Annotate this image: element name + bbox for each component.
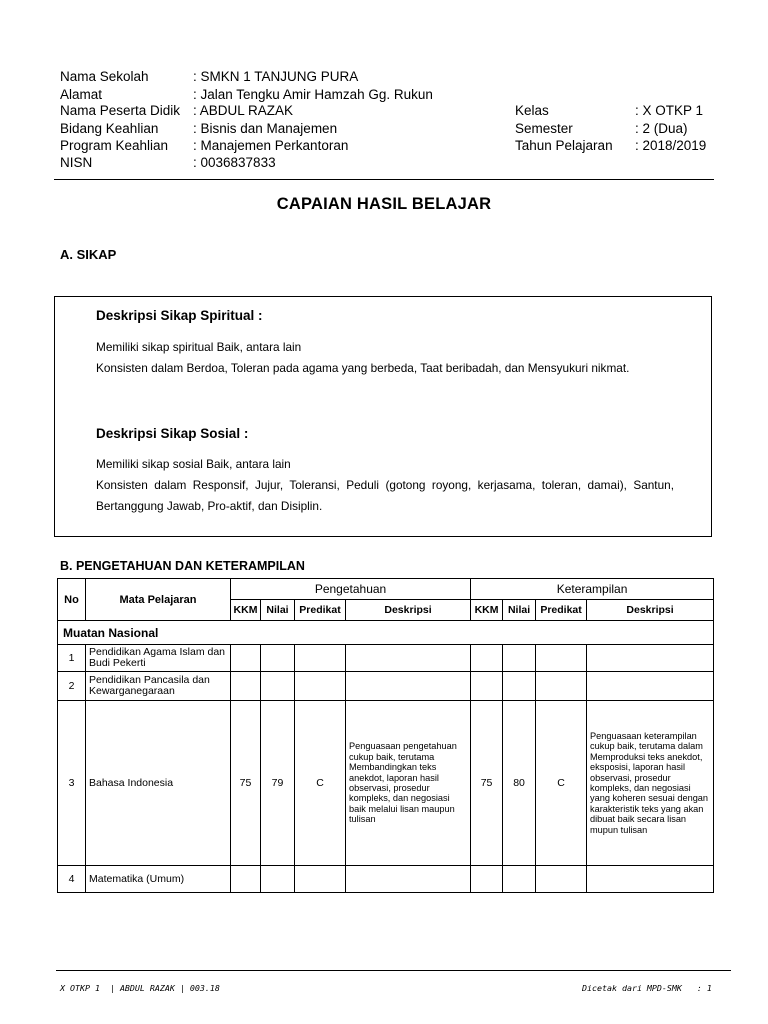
label-kelas: Kelas (515, 103, 549, 118)
section-a-heading: A. SIKAP (60, 247, 117, 262)
spiritual-line1: Memiliki sikap spiritual Baik, antara lain (96, 340, 302, 354)
grades-table (57, 578, 714, 893)
sosial-title: Deskripsi Sikap Sosial : (96, 426, 249, 441)
value-semester: : 2 (Dua) (635, 121, 688, 136)
row-p-deskripsi (346, 866, 471, 893)
value-kelas: : X OTKP 1 (635, 103, 704, 118)
value-program-keahlian: : Manajemen Perkantoran (193, 138, 349, 153)
row-k-nilai (503, 866, 536, 893)
row-p-kkm: 75 (231, 701, 261, 866)
table-row (58, 645, 714, 672)
label-semester: Semester (515, 121, 573, 136)
row-k-nilai (503, 645, 536, 672)
row-no: 3 (58, 701, 86, 866)
row-k-nilai (503, 672, 536, 701)
value-bidang-keahlian: : Bisnis dan Manajemen (193, 121, 338, 136)
table-header-row (58, 579, 714, 600)
row-k-kkm (471, 645, 503, 672)
row-p-nilai (261, 672, 295, 701)
row-k-predikat (536, 866, 587, 893)
row-p-predikat (295, 645, 346, 672)
value-nama-peserta: : ABDUL RAZAK (193, 103, 294, 118)
sosial-line2: Konsisten dalam Responsif, Jujur, Toleransi, Peduli (gotong royong, kerjasama, toleran, damai), Santun, Bertanggung Jawab, Pro-aktif, dan Disiplin. (96, 478, 674, 513)
label-tahun-pelajaran: Tahun Pelajaran (515, 138, 613, 153)
row-k-predikat: C (536, 701, 587, 866)
value-tahun-pelajaran: : 2018/2019 (635, 138, 707, 153)
label-alamat: Alamat (60, 87, 103, 102)
label-nama-sekolah: Nama Sekolah (60, 69, 149, 84)
col-no: No (58, 579, 86, 621)
spiritual-title: Deskripsi Sikap Spiritual : (96, 308, 263, 323)
row-p-nilai: 79 (261, 701, 295, 866)
row-p-kkm (231, 672, 261, 701)
row-k-deskripsi (587, 672, 714, 701)
col-k-predikat: Predikat (536, 600, 587, 621)
row-p-kkm (231, 866, 261, 893)
row-k-kkm (471, 866, 503, 893)
row-p-nilai (261, 645, 295, 672)
row-k-predikat (536, 672, 587, 701)
col-p-predikat: Predikat (295, 600, 346, 621)
col-mata-pelajaran: Mata Pelajaran (86, 579, 231, 621)
row-k-deskripsi: Penguasaan keterampilan cukup baik, terutama dalam Memproduksi teks anekdot, eksposisi, laporan hasil observasi, prosedur kompleks, dan negosiasi yang koheren sesuai dengan karakteristik teks yang akan dibuat baik secara lisan mupun tulisan (587, 701, 714, 866)
col-p-deskripsi: Deskripsi (346, 600, 471, 621)
sosial-line1: Memiliki sikap sosial Baik, antara lain (96, 457, 291, 471)
row-p-nilai (261, 866, 295, 893)
table-row (58, 672, 714, 701)
footer-right: Dicetak dari MPD-SMK : 1 (582, 983, 712, 993)
row-no: 2 (58, 672, 86, 701)
col-k-kkm: KKM (471, 600, 503, 621)
row-no: 4 (58, 866, 86, 893)
row-p-kkm (231, 645, 261, 672)
col-k-deskripsi: Deskripsi (587, 600, 714, 621)
value-alamat: : Jalan Tengku Amir Hamzah Gg. Rukun (193, 87, 433, 102)
row-mapel: Pendidikan Pancasila dan Kewarganegaraan (86, 672, 231, 701)
footer-left: X OTKP 1 | ABDUL RAZAK | 003.18 (60, 983, 220, 993)
col-pengetahuan: Pengetahuan (231, 579, 471, 600)
row-p-deskripsi (346, 645, 471, 672)
group-row (58, 621, 714, 645)
row-p-predikat: C (295, 701, 346, 866)
col-keterampilan: Keterampilan (471, 579, 714, 600)
table-row (58, 866, 714, 893)
label-nisn: NISN (60, 155, 93, 170)
row-mapel: Matematika (Umum) (86, 866, 231, 893)
col-p-nilai: Nilai (261, 600, 295, 621)
value-nama-sekolah: : SMKN 1 TANJUNG PURA (193, 69, 359, 84)
group-label: Muatan Nasional (58, 621, 714, 645)
section-b-heading: B. PENGETAHUAN DAN KETERAMPILAN (60, 559, 305, 573)
label-program-keahlian: Program Keahlian (60, 138, 169, 153)
row-mapel: Pendidikan Agama Islam dan Budi Pekerti (86, 645, 231, 672)
row-k-deskripsi (587, 645, 714, 672)
label-nama-peserta: Nama Peserta Didik (60, 103, 181, 118)
row-k-nilai: 80 (503, 701, 536, 866)
header-divider (54, 179, 714, 180)
label-bidang-keahlian: Bidang Keahlian (60, 121, 159, 136)
row-no: 1 (58, 645, 86, 672)
row-p-deskripsi (346, 672, 471, 701)
spiritual-line2: Konsisten dalam Berdoa, Toleran pada agama yang berbeda, Taat beribadah, dan Mensyukuri nikmat. (96, 361, 630, 375)
value-nisn: : 0036837833 (193, 155, 276, 170)
row-k-predikat (536, 645, 587, 672)
row-p-predikat (295, 866, 346, 893)
col-k-nilai: Nilai (503, 600, 536, 621)
row-p-predikat (295, 672, 346, 701)
row-k-deskripsi (587, 866, 714, 893)
footer-divider (56, 970, 731, 971)
row-k-kkm: 75 (471, 701, 503, 866)
col-p-kkm: KKM (231, 600, 261, 621)
table-row (58, 701, 714, 866)
row-mapel: Bahasa Indonesia (86, 701, 231, 866)
row-k-kkm (471, 672, 503, 701)
page-title: CAPAIAN HASIL BELAJAR (276, 195, 492, 213)
row-p-deskripsi: Penguasaan pengetahuan cukup baik, terutama Membandingkan teks anekdot, laporan hasil observasi, prosedur kompleks, dan negosiasi baik melalui lisan maupun tulisan (346, 701, 471, 866)
